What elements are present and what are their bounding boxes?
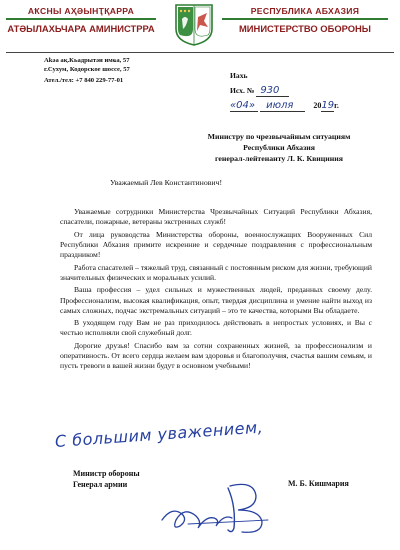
letterhead-right-ministry-russian: МИНИСТЕРСТВО ОБОРОНЫ <box>239 23 371 34</box>
letterhead-left <box>6 6 156 34</box>
registry-date-month: июля <box>260 100 305 112</box>
address-line-abkhaz: Аҟәа ақ.Кьадрытәи имҩа, 57 <box>44 57 130 64</box>
letterhead-right-title-russian: РЕСПУБЛИКА АБХАЗИЯ <box>250 6 360 16</box>
salutation: Уважаемый Лев Константинович! <box>110 178 223 187</box>
signatory-title-line-1: Министр обороны <box>73 469 140 478</box>
signatory-name: М. Б. Кишмария <box>288 479 349 488</box>
address-line-russian: г.Сухум, Кодорское шоссе, 57 <box>44 66 130 74</box>
letterhead-divider <box>6 52 394 53</box>
recipient-block <box>170 132 388 164</box>
registry-number-label: Исх. № <box>230 86 255 95</box>
handwritten-signature-icon <box>158 476 278 538</box>
body-paragraph: Ваша профессия – удел сильных и мужественных людей, преданных своему делу. Профессионализм, высокая квалификация, опыт, твердая дисциплина и умение найти выход из самых сложных, подчас экстремальных ситуаций – это те качества, которыми Вы обладаете. <box>60 285 372 315</box>
address-block <box>44 56 130 85</box>
registry-date-year-suffix: 19 <box>321 100 335 111</box>
state-emblem-icon <box>174 3 214 47</box>
letterhead-left-rule <box>6 18 156 20</box>
signatory-title-line-2: Генерал армии <box>73 480 128 489</box>
recipient-line-3: генерал-лейтенанту Л. К. Квициния <box>214 153 343 163</box>
body-paragraph: В уходящем году Вам не раз приходилось действовать в непростых условиях, и Вы с честью исполняли свой служебный долг. <box>60 318 372 338</box>
letter-body <box>60 207 372 374</box>
body-paragraph: Дорогие друзья! Спасибо вам за сотни сохраненных жизней, за профессионализм и оперативность. От всего сердца желаем вам здоровья и благополучия, счастья вашим семьям, и пусть тревоги в вашей жизни будут в основном учебными! <box>60 340 372 371</box>
registry-number-row <box>230 85 289 96</box>
address-phone: Ател./тел: +7 840 229-77-01 <box>44 76 124 84</box>
registry-date-day: «04» <box>230 100 258 112</box>
registry-number-value: 930 <box>256 85 289 97</box>
signatory-title <box>73 468 140 490</box>
registry-date-row <box>230 100 339 112</box>
letterhead-right <box>222 6 388 34</box>
registry-date-year-end: г. <box>334 101 339 110</box>
recipient-line-2: Республики Абхазия <box>243 142 315 152</box>
handwritten-closing: С большим уважением, <box>54 417 264 451</box>
registry-date-year-prefix: 20 <box>313 101 322 110</box>
letterhead-left-ministry-abkhaz: АТӘЫЛАХЬЧАРА АМИНИСТРРА <box>7 23 155 34</box>
recipient-line-1: Министру по чрезвычайным ситуациям <box>207 132 351 141</box>
letterhead-left-title-abkhaz: АҞСНЫ АҲӘЫНҬҚАРРА <box>27 6 135 16</box>
body-paragraph: Уважаемые сотрудники Министерства Чрезвычайных Ситуаций Республики Абхазия, спасатели, пожарные, ветераны экстренных служб! <box>60 207 372 227</box>
body-paragraph: Работа спасателей – тяжелый труд, связанный с постоянным риском для жизни, требующий значительных физических и моральных усилий. <box>60 262 372 282</box>
outgoing-label: Иахь <box>230 71 248 80</box>
letterhead-right-rule <box>222 18 388 20</box>
body-paragraph: От лица руководства Министерства обороны, военнослужащих Вооруженных Сил Республики Абхазия примите искренние и сердечные поздравления с профессиональным праздником! <box>60 229 372 260</box>
